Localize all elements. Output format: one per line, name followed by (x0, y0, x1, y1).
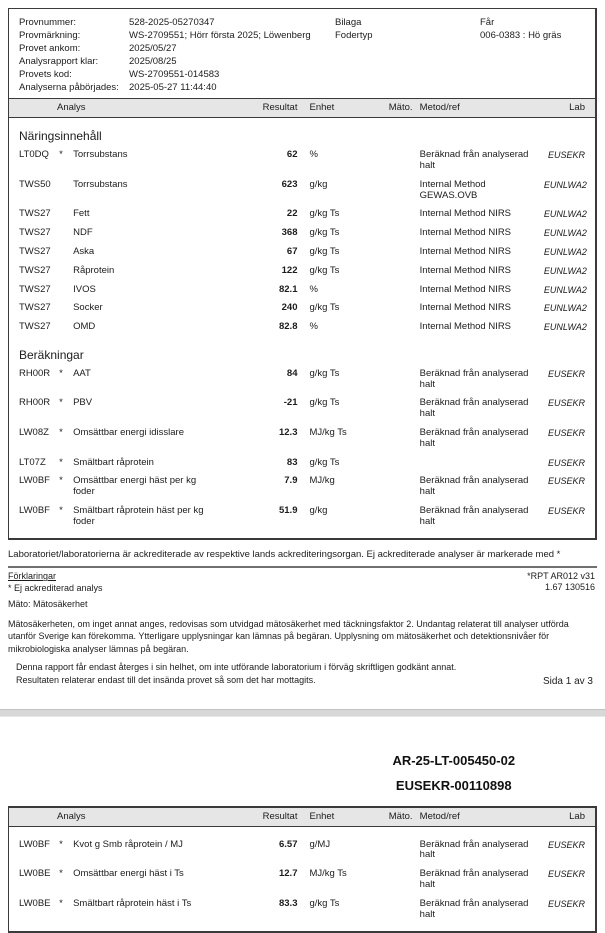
analysis-unit: % (297, 318, 383, 337)
analysis-lab: EUSEKR (544, 472, 595, 502)
measurement-uncertainty (384, 364, 418, 394)
measurement-uncertainty (384, 865, 418, 895)
analysis-row (9, 472, 595, 502)
analysis-row (9, 502, 595, 532)
reproduction-row (8, 656, 593, 687)
analysis-lab: EUSEKR (544, 894, 595, 924)
analysis-table-page2 (9, 807, 595, 931)
report-reference-block (527, 571, 595, 611)
analysis-result: 67 (213, 243, 297, 262)
analysis-lab: EUSEKR (544, 424, 595, 454)
analysis-code: RH00R (9, 364, 59, 394)
analysis-row (9, 364, 595, 394)
analysis-name: Smältbart råprotein häst i Ts (73, 894, 213, 924)
analysis-lab: EUSEKR (544, 865, 595, 895)
analysis-name: Omsättbar energi idisslare (73, 424, 213, 454)
info-row-analysrapport-klar (19, 55, 319, 68)
analysis-unit: g/kg Ts (297, 364, 383, 394)
info-value: Får (480, 16, 595, 29)
analysis-lab: EUSEKR (544, 394, 595, 424)
analysis-unit: g/kg Ts (297, 205, 383, 224)
not-accredited-marker (59, 224, 73, 243)
not-accredited-marker: * (59, 394, 73, 424)
analysis-method: Beräknad från analyserad halt (418, 835, 544, 865)
analysis-code: LW0BF (9, 472, 59, 502)
explanations-block (8, 571, 103, 611)
analysis-row (9, 146, 595, 176)
analysis-result: 83.3 (213, 894, 297, 924)
info-value: WS-2709551-014583 (129, 68, 319, 81)
analysis-name: IVOS (73, 280, 213, 299)
analysis-result: 12.7 (213, 865, 297, 895)
analysis-method: Beräknad från analyserad halt (418, 865, 544, 895)
header-analys: Analys (9, 807, 213, 826)
measurement-uncertainty (384, 502, 418, 532)
analysis-name: Torrsubstans (73, 146, 213, 176)
sample-info-left (19, 16, 319, 94)
report-template-ref: *RPT AR012 v31 (527, 571, 595, 582)
analysis-name: Torrsubstans (73, 175, 213, 205)
analysis-result: 83 (213, 453, 297, 472)
analysis-result: 62 (213, 146, 297, 176)
analysis-unit: MJ/kg (297, 472, 383, 502)
measurement-uncertainty (384, 175, 418, 205)
not-accredited-marker: * (59, 865, 73, 895)
info-label: Analysrapport klar: (19, 55, 129, 68)
analysis-name: Omsättbar energi häst per kg foder (73, 472, 213, 502)
measurement-uncertainty (384, 472, 418, 502)
bottom-pad-row (9, 924, 595, 931)
analysis-method: Internal Method NIRS (418, 299, 544, 318)
analysis-result: 122 (213, 261, 297, 280)
analysis-row (9, 394, 595, 424)
analysis-lab: EUNLWA2 (544, 318, 595, 337)
bottom-pad-row (9, 531, 595, 538)
analysis-method: Beräknad från analyserad halt (418, 424, 544, 454)
analysis-unit: g/kg Ts (297, 243, 383, 262)
footer-divider (8, 566, 597, 568)
analysis-name: Aska (73, 243, 213, 262)
spacer-row (9, 826, 595, 835)
analysis-code: LW0BE (9, 865, 59, 895)
analysis-row (9, 299, 595, 318)
analysis-result: 12.3 (213, 424, 297, 454)
analysis-code: LW0BE (9, 894, 59, 924)
analysis-code: TWS27 (9, 243, 59, 262)
header-metod-ref: Metod/ref (418, 807, 544, 826)
info-label: Bilaga (335, 16, 480, 29)
measurement-uncertainty (384, 243, 418, 262)
analysis-code: LW0BF (9, 502, 59, 532)
header-enhet: Enhet (297, 99, 383, 118)
info-label: Analyserna påbörjades: (19, 81, 129, 94)
analysis-row (9, 424, 595, 454)
analysis-method: Beräknad från analyserad halt (418, 146, 544, 176)
measurement-uncertainty (384, 453, 418, 472)
header-mato: Mäto. (384, 99, 418, 118)
table-bottom-padding (9, 924, 595, 931)
analysis-method: Internal Method NIRS (418, 224, 544, 243)
analysis-name: Omsättbar energi häst i Ts (73, 865, 213, 895)
not-accredited-marker: * (59, 364, 73, 394)
analysis-code: TWS27 (9, 299, 59, 318)
analysis-table-page1 (9, 98, 595, 538)
not-accredited-marker (59, 175, 73, 205)
table-spacer (9, 826, 595, 835)
header-analys: Analys (9, 99, 213, 118)
analysis-method: Beräknad från analyserad halt (418, 364, 544, 394)
info-label: Provnummer: (19, 16, 129, 29)
header-enhet: Enhet (297, 807, 383, 826)
lab-report (0, 8, 605, 933)
analysis-name: Socker (73, 299, 213, 318)
analysis-name: Smältbart råprotein häst per kg foder (73, 502, 213, 532)
analysis-name: Fett (73, 205, 213, 224)
info-label: Fodertyp (335, 29, 480, 42)
header-lab: Lab (544, 99, 595, 118)
analysis-code: TWS50 (9, 175, 59, 205)
analysis-row (9, 894, 595, 924)
header-resultat: Resultat (213, 807, 297, 826)
analysis-unit: g/kg (297, 175, 383, 205)
analysis-method: Internal Method GEWAS.OVB (418, 175, 544, 205)
analysis-name: Smältbart råprotein (73, 453, 213, 472)
analysis-lab: EUNLWA2 (544, 224, 595, 243)
table-header (9, 99, 595, 118)
analysis-code: LW0BF (9, 835, 59, 865)
explanation-not-accredited: * Ej ackrediterad analys (8, 583, 103, 595)
analysis-lab: EUSEKR (544, 453, 595, 472)
not-accredited-marker (59, 280, 73, 299)
analysis-lab: EUNLWA2 (544, 261, 595, 280)
analysis-method (418, 453, 544, 472)
analysis-unit: MJ/kg Ts (297, 865, 383, 895)
info-row-provmarkning (19, 29, 319, 42)
analysis-method: Beräknad från analyserad halt (418, 472, 544, 502)
analysis-row (9, 835, 595, 865)
info-value: 2025-05-27 11:44:40 (129, 81, 319, 94)
analysis-name: Råprotein (73, 261, 213, 280)
measurement-uncertainty (384, 280, 418, 299)
lab-sample-number: EUSEKR-00110898 (303, 778, 605, 793)
not-accredited-marker (59, 318, 73, 337)
analysis-name: PBV (73, 394, 213, 424)
analysis-method: Internal Method NIRS (418, 243, 544, 262)
info-value: WS-2709551; Hörr första 2025; Löwenberg (129, 29, 319, 42)
analysis-method: Beräknad från analyserad halt (418, 894, 544, 924)
report-box-page1 (8, 8, 597, 540)
analysis-code: LT0DQ (9, 146, 59, 176)
section-title: Beräkningar (9, 337, 595, 365)
analysis-code: RH00R (9, 394, 59, 424)
measurement-uncertainty (384, 394, 418, 424)
not-accredited-marker (59, 299, 73, 318)
analysis-unit: g/kg Ts (297, 453, 383, 472)
analysis-unit: g/kg Ts (297, 894, 383, 924)
analysis-lab: EUNLWA2 (544, 175, 595, 205)
analysis-code: LT07Z (9, 453, 59, 472)
analysis-result: 51.9 (213, 502, 297, 532)
analysis-lab: EUSEKR (544, 364, 595, 394)
analysis-method: Internal Method NIRS (418, 205, 544, 224)
analysis-row (9, 224, 595, 243)
analysis-row (9, 205, 595, 224)
info-label: Provmärkning: (19, 29, 129, 42)
report-version: 1.67 130516 (527, 582, 595, 593)
page-indicator: Sida 1 av 3 (543, 676, 593, 687)
analysis-row (9, 865, 595, 895)
analysis-result: 240 (213, 299, 297, 318)
report-number: AR-25-LT-005450-02 (303, 753, 605, 768)
analysis-row (9, 453, 595, 472)
measurement-uncertainty (384, 424, 418, 454)
info-value: 2025/05/27 (129, 42, 319, 55)
measurement-uncertainty (384, 205, 418, 224)
analysis-unit: g/kg Ts (297, 299, 383, 318)
not-accredited-marker (59, 205, 73, 224)
info-row-provets-kod (19, 68, 319, 81)
analysis-result: 368 (213, 224, 297, 243)
header-resultat: Resultat (213, 99, 297, 118)
table-body-page2 (9, 826, 595, 931)
analysis-lab: EUSEKR (544, 146, 595, 176)
analysis-row (9, 261, 595, 280)
analysis-unit: g/kg Ts (297, 224, 383, 243)
measurement-uncertainty (384, 299, 418, 318)
info-value: 006-0383 : Hö gräs (480, 29, 595, 42)
measurement-uncertainty (384, 224, 418, 243)
analysis-result: 6.57 (213, 835, 297, 865)
analysis-code: LW08Z (9, 424, 59, 454)
measurement-uncertainty (384, 261, 418, 280)
analysis-method: Internal Method NIRS (418, 318, 544, 337)
analysis-lab: EUSEKR (544, 502, 595, 532)
section-title: Näringsinnehåll (9, 118, 595, 146)
analysis-code: TWS27 (9, 261, 59, 280)
info-label: Provets kod: (19, 68, 129, 81)
measurement-uncertainty (384, 894, 418, 924)
measurement-uncertainty (384, 318, 418, 337)
analysis-result: -21 (213, 394, 297, 424)
analysis-lab: EUNLWA2 (544, 205, 595, 224)
analysis-result: 82.1 (213, 280, 297, 299)
table-bottom-padding (9, 531, 595, 538)
accreditation-note: Laboratoriet/laboratorierna är ackrediterade av respektive lands ackrediteringsorgan. Ej ackrediterade analyser är markerade med * (8, 549, 595, 560)
analysis-unit: g/MJ (297, 835, 383, 865)
analysis-code: TWS27 (9, 280, 59, 299)
not-accredited-marker (59, 261, 73, 280)
mato-note: Mäto: Mätosäkerhet (8, 599, 103, 611)
analysis-result: 82.8 (213, 318, 297, 337)
table-header (9, 807, 595, 826)
analysis-lab: EUNLWA2 (544, 243, 595, 262)
analysis-unit: % (297, 280, 383, 299)
analysis-result: 7.9 (213, 472, 297, 502)
info-value: 528-2025-05270347 (129, 16, 319, 29)
not-accredited-marker: * (59, 146, 73, 176)
analysis-name: NDF (73, 224, 213, 243)
analysis-lab: EUSEKR (544, 835, 595, 865)
analysis-row (9, 318, 595, 337)
reproduction-paragraph: Denna rapport får endast återges i sin helhet, om inte utförande laboratorium i förväg skriftligen godkänt annat. Resultaten relaterar endast till det insända provet så som det har mottagits. (16, 661, 471, 687)
footer-row (8, 571, 595, 611)
report-box-page2 (8, 806, 597, 933)
info-row-fodertyp (335, 29, 595, 42)
analysis-method: Beräknad från analyserad halt (418, 394, 544, 424)
info-row-provnummer (19, 16, 319, 29)
page-separator (0, 709, 605, 717)
section-row (9, 118, 595, 146)
not-accredited-marker: * (59, 835, 73, 865)
explanations-title: Förklaringar (8, 571, 103, 583)
not-accredited-marker (59, 243, 73, 262)
analysis-unit: g/kg (297, 502, 383, 532)
analysis-lab: EUNLWA2 (544, 280, 595, 299)
not-accredited-marker: * (59, 894, 73, 924)
analysis-method: Internal Method NIRS (418, 261, 544, 280)
analysis-row (9, 175, 595, 205)
measurement-uncertainty (384, 835, 418, 865)
analysis-lab: EUNLWA2 (544, 299, 595, 318)
not-accredited-marker: * (59, 453, 73, 472)
table-body-page1 (9, 118, 595, 539)
info-row-analyserna-paborjades (19, 81, 319, 94)
analysis-name: OMD (73, 318, 213, 337)
analysis-result: 22 (213, 205, 297, 224)
not-accredited-marker: * (59, 502, 73, 532)
analysis-unit: % (297, 146, 383, 176)
sample-info-section (9, 9, 595, 98)
header-lab: Lab (544, 807, 595, 826)
analysis-code: TWS27 (9, 318, 59, 337)
sample-info-right (319, 16, 595, 94)
analysis-method: Internal Method NIRS (418, 280, 544, 299)
not-accredited-marker: * (59, 472, 73, 502)
info-label: Provet ankom: (19, 42, 129, 55)
header-metod-ref: Metod/ref (418, 99, 544, 118)
analysis-result: 623 (213, 175, 297, 205)
analysis-unit: g/kg Ts (297, 394, 383, 424)
section-row (9, 337, 595, 365)
analysis-code: TWS27 (9, 205, 59, 224)
analysis-unit: MJ/kg Ts (297, 424, 383, 454)
analysis-result: 84 (213, 364, 297, 394)
analysis-code: TWS27 (9, 224, 59, 243)
analysis-name: AAT (73, 364, 213, 394)
not-accredited-marker: * (59, 424, 73, 454)
analysis-name: Kvot g Smb råprotein / MJ (73, 835, 213, 865)
analysis-unit: g/kg Ts (297, 261, 383, 280)
info-value: 2025/08/25 (129, 55, 319, 68)
info-row-provet-ankom (19, 42, 319, 55)
analysis-row (9, 280, 595, 299)
info-row-bilaga (335, 16, 595, 29)
uncertainty-paragraph: Mätosäkerheten, om inget annat anges, redovisas som utvidgad mätosäkerhet med täckningsfaktor 2. Undantag relaterat till analyser utförda utanför Sverige kan förekomma. Ytterligare upplysningar kan lämnas på begäran. Upplysning om mätosäkerhet och detektionsnivåer för mikrobiologiska analyser lämnas på begäran. (8, 618, 595, 656)
analysis-method: Beräknad från analyserad halt (418, 502, 544, 532)
page2-headings (303, 753, 605, 793)
analysis-row (9, 243, 595, 262)
measurement-uncertainty (384, 146, 418, 176)
header-mato: Mäto. (384, 807, 418, 826)
